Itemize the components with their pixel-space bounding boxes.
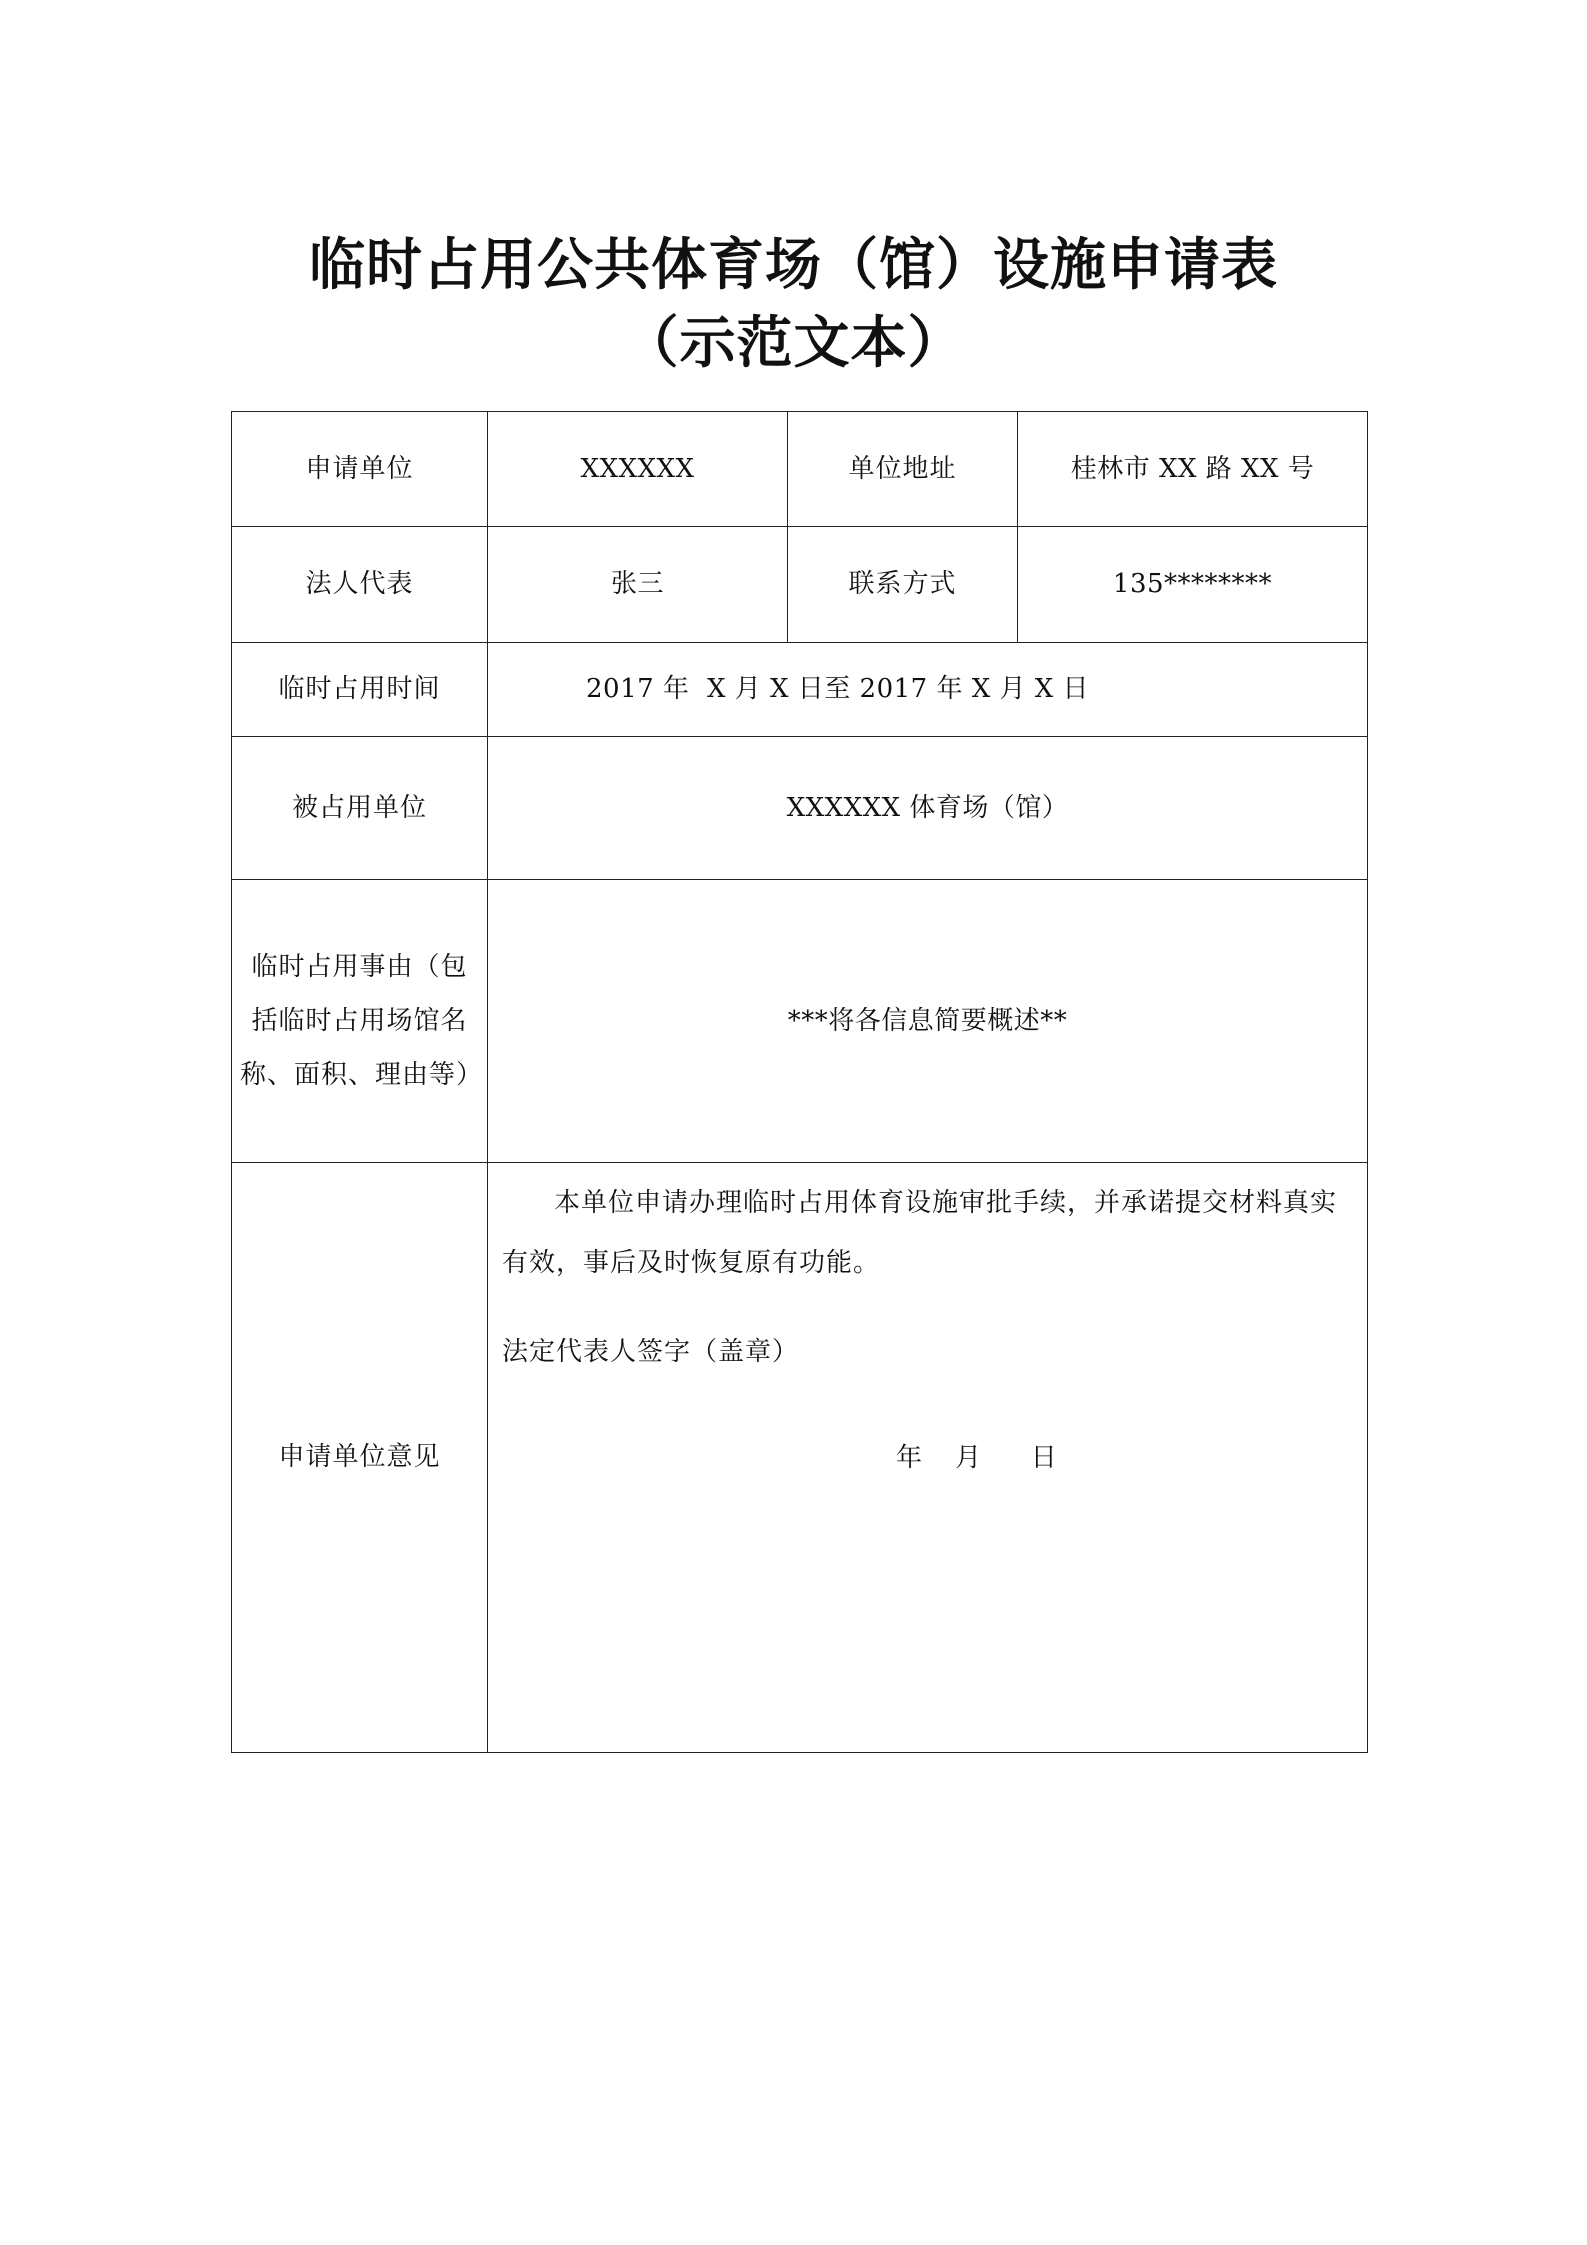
date-line xyxy=(896,1439,1057,1478)
unit-address-value: 桂林市 XX 路 XX 号 xyxy=(1018,412,1368,527)
date-month-label: 月 xyxy=(955,1443,982,1473)
reason-value: ***将各信息简要概述** xyxy=(488,880,1368,1163)
contact-label: 联系方式 xyxy=(788,527,1018,643)
date-day-label: 日 xyxy=(1030,1443,1057,1473)
table-row xyxy=(232,1163,1368,1753)
table-row xyxy=(232,643,1368,737)
reason-label-line: 括临时占用场馆名 xyxy=(251,1006,468,1036)
occupied-unit-label: 被占用单位 xyxy=(232,737,488,880)
applicant-unit-value: XXXXXX xyxy=(488,412,788,527)
table-row xyxy=(232,412,1368,527)
applicant-unit-label: 申请单位 xyxy=(232,412,488,527)
application-form-table xyxy=(231,411,1368,1753)
opinion-content xyxy=(488,1163,1368,1753)
reason-label-line: 称、面积、理由等） xyxy=(240,1060,484,1090)
opinion-label: 申请单位意见 xyxy=(232,1163,488,1753)
page-title: 临时占用公共体育场（馆）设施申请表 xyxy=(309,232,1278,298)
signature-label: 法定代表人签字（盖章） xyxy=(502,1337,800,1367)
table-row xyxy=(232,880,1368,1163)
page-subtitle: （示范文本） xyxy=(622,310,965,376)
legal-rep-label: 法人代表 xyxy=(232,527,488,643)
table-row xyxy=(232,737,1368,880)
occupy-time-label: 临时占用时间 xyxy=(232,643,488,737)
reason-label-line: 临时占用事由（包 xyxy=(251,952,468,982)
unit-address-label: 单位地址 xyxy=(788,412,1018,527)
date-year-label: 年 xyxy=(896,1443,923,1473)
reason-label xyxy=(232,880,488,1163)
table-row xyxy=(232,527,1368,643)
commitment-text: 本单位申请办理临时占用体育设施审批手续，并承诺提交材料真实有效，事后及时恢复原有功能。 xyxy=(502,1188,1338,1278)
contact-value: 135******** xyxy=(1018,527,1368,643)
occupied-unit-value: XXXXXX 体育场（馆） xyxy=(488,737,1368,880)
occupy-time-value: 2017 年 X 月 X 日至 2017 年 X 月 X 日 xyxy=(488,643,1368,737)
legal-rep-value: 张三 xyxy=(488,527,788,643)
